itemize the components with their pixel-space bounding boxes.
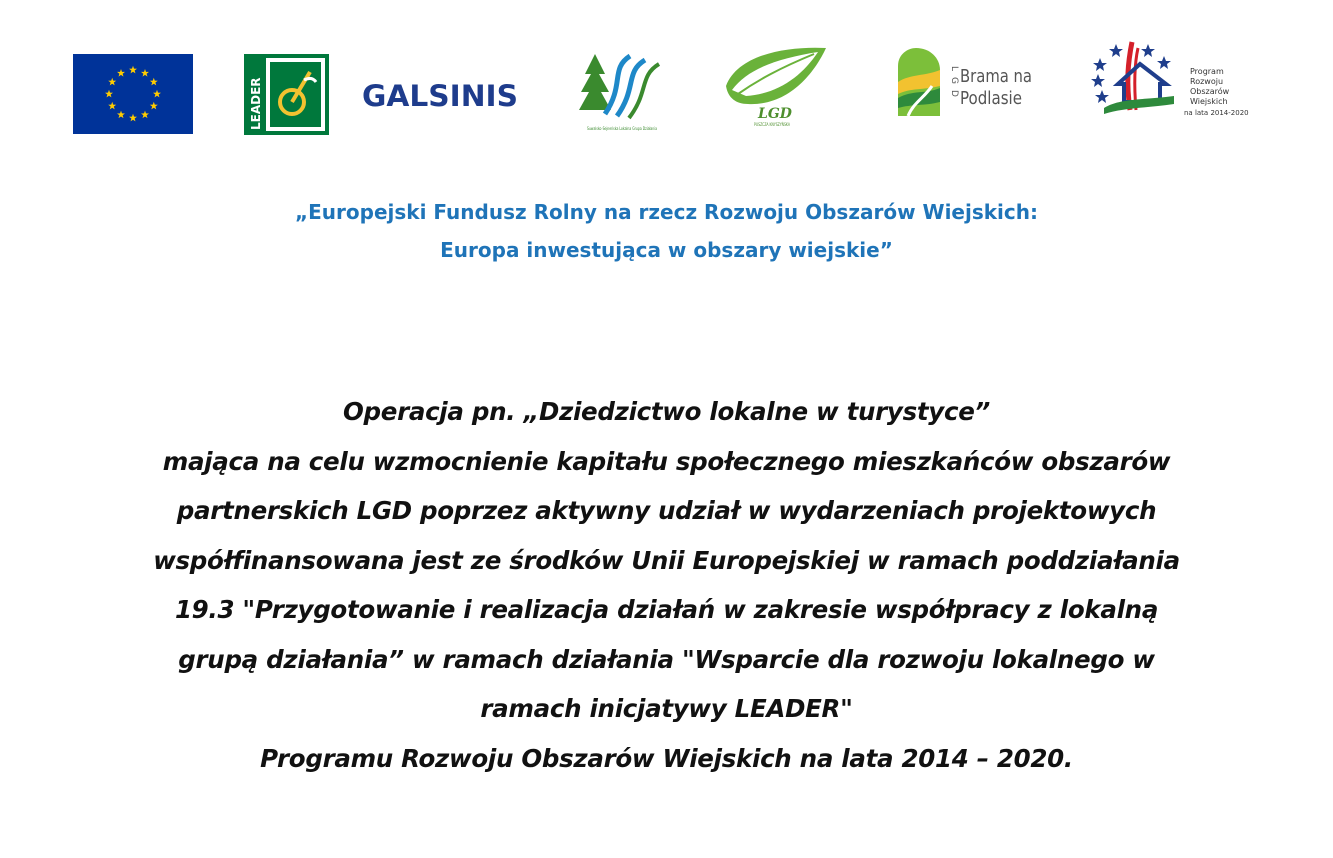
sss-logo-subtitle: Suwalsko-Sejneńska Lokalna Grupa Działania: [587, 126, 658, 131]
body-line: ramach inicjatywy LEADER": [480, 694, 853, 723]
slogan-line-2: Europa inwestująca w obszary wiejskie”: [440, 238, 893, 262]
prow-logo-line2: Rozwoju: [1190, 77, 1224, 86]
trees-river-logo-icon: [575, 44, 670, 136]
brama-logo-line2: Podlasie: [960, 88, 1022, 109]
body-line: mająca na celu wzmocnienie kapitału społecznego mieszkańców obszarów: [162, 446, 1171, 476]
body-line: Programu Rozwoju Obszarów Wiejskich na lata 2014 – 2020.: [260, 743, 1073, 773]
leader-logo-text: LEADER: [249, 77, 263, 130]
prow-logo-line1: Program: [1190, 67, 1224, 76]
body-line: 19.3 "Przygotowanie i realizacja działań w zakresie współpracy z lokalną: [174, 595, 1159, 624]
prow-logo-icon: [1090, 38, 1182, 118]
leaf-logo-subtitle: PUSZCZA KNYSZYŃSKA: [754, 122, 791, 127]
prow-logo-text: [1184, 64, 1254, 120]
logo-bar: [0, 0, 1333, 150]
leader-logo-icon: [244, 54, 329, 135]
galsinis-logo-text: GALSINIS: [362, 79, 518, 112]
operation-description: [0, 387, 1333, 783]
slogan-line-1: „Europejski Fundusz Rolny na rzecz Rozwoju Obszarów Wiejskich:: [294, 200, 1039, 224]
body-line: Operacja pn. „Dziedzictwo lokalne w turystyce”: [342, 397, 990, 426]
slogan: [0, 193, 1333, 269]
brama-logo-text: [944, 60, 1040, 112]
galsinis-logo: [362, 76, 522, 112]
eu-flag-icon: [73, 54, 193, 134]
prow-logo-line4: Wiejskich: [1190, 97, 1228, 106]
body-line: grupą działania” w ramach działania "Wsparcie dla rozwoju lokalnego w: [178, 644, 1155, 674]
leaf-logo-text: LGD: [758, 106, 792, 122]
prow-logo-line5: na lata 2014-2020: [1184, 109, 1249, 117]
body-line: partnerskich LGD poprzez aktywny udział w wydarzeniach projektowych: [176, 496, 1157, 525]
brama-logo-vertical: LGD: [949, 66, 959, 103]
brama-logo-line1: Brama na: [960, 66, 1032, 87]
leaf-logo-icon: [718, 44, 830, 130]
prow-logo-line3: Obszarów: [1190, 87, 1230, 96]
landscape-logo-icon: [894, 46, 944, 118]
body-line: współfinansowana jest ze środków Unii Europejskiej w ramach poddziałania: [153, 545, 1180, 575]
